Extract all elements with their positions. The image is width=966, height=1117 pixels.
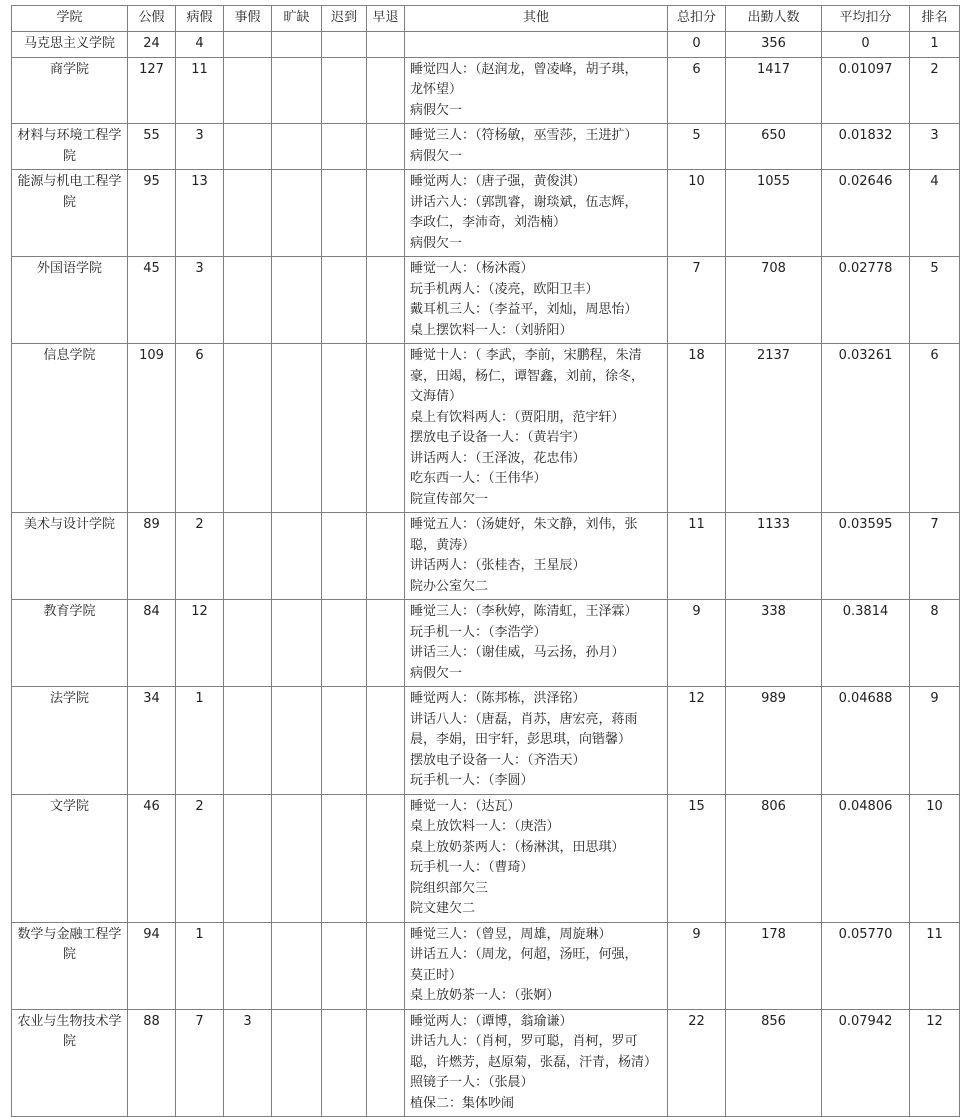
attendance-cell: 856 <box>726 1009 822 1117</box>
shijia-cell <box>224 257 272 344</box>
attendance-cell: 356 <box>726 31 822 57</box>
college-cell: 材料与环境工程学院 <box>12 124 128 170</box>
rank-cell: 9 <box>910 687 960 795</box>
col-shijia-header: 事假 <box>224 6 272 32</box>
other-line: 病假欠一 <box>410 148 463 164</box>
chidao-cell <box>322 257 367 344</box>
other-cell <box>405 170 668 257</box>
rank-cell: 10 <box>910 794 960 922</box>
bingjia-cell: 1 <box>176 687 224 795</box>
col-zaotui-header: 早退 <box>367 6 405 32</box>
other-cell <box>405 513 668 600</box>
total-cell: 7 <box>668 257 726 344</box>
bingjia-cell: 2 <box>176 513 224 600</box>
table-row <box>12 57 960 124</box>
table-row <box>12 124 960 170</box>
zaotui-cell <box>367 794 405 922</box>
college-cell: 信息学院 <box>12 344 128 513</box>
kuangque-cell <box>272 344 322 513</box>
other-line: 豪，田竭，杨仁，谭智鑫，刘前，徐冬， <box>410 368 645 384</box>
col-other-header: 其他 <box>405 6 668 32</box>
rank-cell: 2 <box>910 57 960 124</box>
other-line: 讲话九人：（肖柯，罗可聪，肖柯，罗可 <box>410 1034 638 1049</box>
other-line: 戴耳机三人：（李益平，刘灿，周思怡） <box>410 302 638 317</box>
other-line: 睡觉三人：（曾昱，周雄，周旋琳） <box>410 926 612 942</box>
col-gongjia-header: 公假 <box>128 6 176 32</box>
college-cell: 外国语学院 <box>12 257 128 344</box>
other-line: 睡觉三人：（符杨敏，巫雪莎，王进扩） <box>410 128 638 143</box>
other-line: 讲话三人：（谢佳威，马云扬，孙月） <box>410 645 625 660</box>
other-line: 文海倩） <box>410 389 463 404</box>
total-cell: 9 <box>668 600 726 687</box>
kuangque-cell <box>272 31 322 57</box>
other-line: 睡觉一人：（达瓦） <box>410 798 521 814</box>
bingjia-cell: 6 <box>176 344 224 513</box>
chidao-cell <box>322 922 367 1009</box>
chidao-cell <box>322 124 367 170</box>
other-line: 睡觉两人：（谭博，翁瑜谦） <box>410 1013 573 1029</box>
other-cell <box>405 31 668 57</box>
other-line: 睡觉一人：（杨沐霞） <box>410 261 534 276</box>
bingjia-cell: 1 <box>176 922 224 1009</box>
col-kuangque-header: 旷缺 <box>272 6 322 32</box>
chidao-cell <box>322 170 367 257</box>
other-line: 讲话两人：（张桂杏，王星辰） <box>410 558 586 573</box>
other-line: 桌上摆饮料一人：（刘骄阳） <box>410 322 573 338</box>
zaotui-cell <box>367 57 405 124</box>
other-line: 讲话两人：（王泽波，花忠伟） <box>410 450 586 466</box>
col-attendance-header: 出勤人数 <box>726 6 822 32</box>
other-cell <box>405 922 668 1009</box>
other-cell <box>405 687 668 795</box>
other-line: 照镜子一人：（张晨） <box>410 1075 534 1090</box>
other-line: 睡觉两人：（陈邦栋，洪泽铭） <box>410 691 586 706</box>
attendance-cell: 708 <box>726 257 822 344</box>
other-line: 植保二：集体吵闹 <box>410 1095 515 1111</box>
other-cell <box>405 57 668 124</box>
other-line: 睡觉三人：（李秋婷，陈清虹，王泽霖） <box>410 604 638 619</box>
chidao-cell <box>322 513 367 600</box>
header-row <box>12 6 960 32</box>
other-line: 病假欠一 <box>410 665 463 681</box>
shijia-cell <box>224 31 272 57</box>
gongjia-cell: 34 <box>128 687 176 795</box>
other-line: 院办公室欠二 <box>410 578 489 594</box>
bingjia-cell: 3 <box>176 124 224 170</box>
other-line: 院文建欠二 <box>410 901 476 916</box>
avg-cell: 0.03261 <box>822 344 910 513</box>
shijia-cell <box>224 600 272 687</box>
shijia-cell <box>224 57 272 124</box>
attendance-cell: 650 <box>726 124 822 170</box>
total-cell: 22 <box>668 1009 726 1117</box>
kuangque-cell <box>272 170 322 257</box>
rank-cell: 7 <box>910 513 960 600</box>
shijia-cell: 3 <box>224 1009 272 1117</box>
total-cell: 5 <box>668 124 726 170</box>
total-cell: 0 <box>668 31 726 57</box>
attendance-cell: 1133 <box>726 513 822 600</box>
other-line: 龙怀望） <box>410 82 463 97</box>
bingjia-cell: 11 <box>176 57 224 124</box>
bingjia-cell: 2 <box>176 794 224 922</box>
college-cell: 美术与设计学院 <box>12 513 128 600</box>
avg-cell: 0.05770 <box>822 922 910 1009</box>
college-cell: 农业与生物技术学院 <box>12 1009 128 1117</box>
other-cell <box>405 257 668 344</box>
kuangque-cell <box>272 257 322 344</box>
other-line: 睡觉十人：（ 李武，李前，宋鹏程，朱清 <box>410 348 642 363</box>
gongjia-cell: 109 <box>128 344 176 513</box>
gongjia-cell: 88 <box>128 1009 176 1117</box>
bingjia-cell: 4 <box>176 31 224 57</box>
zaotui-cell <box>367 170 405 257</box>
col-total-header: 总扣分 <box>668 6 726 32</box>
gongjia-cell: 45 <box>128 257 176 344</box>
other-line: 聪，许燃芳，赵原菊，张磊，汗青，杨清） <box>410 1054 658 1070</box>
college-cell: 马克思主义学院 <box>12 31 128 57</box>
table-row <box>12 794 960 922</box>
total-cell: 6 <box>668 57 726 124</box>
attendance-cell: 1055 <box>726 170 822 257</box>
avg-cell: 0.04688 <box>822 687 910 795</box>
other-line: 院组织部欠三 <box>410 880 489 896</box>
other-line: 讲话八人：（唐磊，肖苏，唐宏亮，蒋雨 <box>410 711 638 727</box>
other-cell <box>405 600 668 687</box>
gongjia-cell: 95 <box>128 170 176 257</box>
zaotui-cell <box>367 600 405 687</box>
attendance-cell: 338 <box>726 600 822 687</box>
other-line: 摆放电子设备一人：（齐浩天） <box>410 752 586 768</box>
total-cell: 9 <box>668 922 726 1009</box>
total-cell: 18 <box>668 344 726 513</box>
total-cell: 11 <box>668 513 726 600</box>
table-row <box>12 513 960 600</box>
other-cell <box>405 344 668 513</box>
college-cell: 能源与机电工程学院 <box>12 170 128 257</box>
avg-cell: 0 <box>822 31 910 57</box>
rank-cell: 11 <box>910 922 960 1009</box>
other-line: 玩手机一人：（曹琦） <box>410 860 534 875</box>
other-line: 吃东西一人：（王伟华） <box>410 471 547 486</box>
table-row <box>12 600 960 687</box>
zaotui-cell <box>367 257 405 344</box>
bingjia-cell: 12 <box>176 600 224 687</box>
kuangque-cell <box>272 124 322 170</box>
other-line: 睡觉两人：（唐子强，黄俊淇） <box>410 174 586 189</box>
rank-cell: 12 <box>910 1009 960 1117</box>
avg-cell: 0.01832 <box>822 124 910 170</box>
avg-cell: 0.04806 <box>822 794 910 922</box>
kuangque-cell <box>272 1009 322 1117</box>
attendance-cell: 1417 <box>726 57 822 124</box>
gongjia-cell: 89 <box>128 513 176 600</box>
bingjia-cell: 13 <box>176 170 224 257</box>
table-row <box>12 344 960 513</box>
other-line: 桌上有饮料两人：（贾阳朋，范宇轩） <box>410 409 625 425</box>
total-cell: 10 <box>668 170 726 257</box>
other-line: 玩手机两人：（凌亮，欧阳卫丰） <box>410 281 599 297</box>
other-cell <box>405 794 668 922</box>
other-line: 睡觉四人：（赵润龙，曾凌峰，胡子琪， <box>410 61 638 77</box>
table-row <box>12 31 960 57</box>
gongjia-cell: 55 <box>128 124 176 170</box>
gongjia-cell: 46 <box>128 794 176 922</box>
attendance-cell: 2137 <box>726 344 822 513</box>
chidao-cell <box>322 600 367 687</box>
table-row <box>12 257 960 344</box>
avg-cell: 0.02646 <box>822 170 910 257</box>
college-cell: 法学院 <box>12 687 128 795</box>
other-line: 睡觉五人：（汤婕妤，朱文静，刘伟，张 <box>410 517 638 532</box>
col-avg-header: 平均扣分 <box>822 6 910 32</box>
table-row <box>12 1009 960 1117</box>
attendance-table <box>11 5 960 1117</box>
rank-cell: 8 <box>910 600 960 687</box>
other-line: 病假欠一 <box>410 102 463 118</box>
rank-cell: 1 <box>910 31 960 57</box>
shijia-cell <box>224 513 272 600</box>
other-line: 聪，黄涛） <box>410 537 476 553</box>
rank-cell: 5 <box>910 257 960 344</box>
zaotui-cell <box>367 31 405 57</box>
other-line: 桌上放奶茶一人：（张婀） <box>410 988 560 1003</box>
table-row <box>12 687 960 795</box>
other-line: 玩手机一人：（李圆） <box>410 773 534 788</box>
col-rank-header: 排名 <box>910 6 960 32</box>
col-chidao-header: 迟到 <box>322 6 367 32</box>
shijia-cell <box>224 124 272 170</box>
shijia-cell <box>224 922 272 1009</box>
avg-cell: 0.07942 <box>822 1009 910 1117</box>
chidao-cell <box>322 344 367 513</box>
bingjia-cell: 3 <box>176 257 224 344</box>
kuangque-cell <box>272 794 322 922</box>
kuangque-cell <box>272 922 322 1009</box>
rank-cell: 4 <box>910 170 960 257</box>
table-row <box>12 922 960 1009</box>
chidao-cell <box>322 794 367 922</box>
bingjia-cell: 7 <box>176 1009 224 1117</box>
total-cell: 12 <box>668 687 726 795</box>
shijia-cell <box>224 170 272 257</box>
zaotui-cell <box>367 124 405 170</box>
kuangque-cell <box>272 57 322 124</box>
college-cell: 数学与金融工程学院 <box>12 922 128 1009</box>
table-row <box>12 170 960 257</box>
gongjia-cell: 24 <box>128 31 176 57</box>
avg-cell: 0.01097 <box>822 57 910 124</box>
total-cell: 15 <box>668 794 726 922</box>
attendance-cell: 989 <box>726 687 822 795</box>
other-line: 院宣传部欠一 <box>410 491 489 507</box>
other-cell <box>405 124 668 170</box>
rank-cell: 6 <box>910 344 960 513</box>
zaotui-cell <box>367 513 405 600</box>
kuangque-cell <box>272 600 322 687</box>
chidao-cell <box>322 57 367 124</box>
gongjia-cell: 94 <box>128 922 176 1009</box>
avg-cell: 0.03595 <box>822 513 910 600</box>
other-line: 晨，李娟，田宇轩，彭思琪，向锴馨） <box>410 732 632 747</box>
college-cell: 商学院 <box>12 57 128 124</box>
chidao-cell <box>322 1009 367 1117</box>
shijia-cell <box>224 687 272 795</box>
col-bingjia-header: 病假 <box>176 6 224 32</box>
rank-cell: 3 <box>910 124 960 170</box>
college-cell: 文学院 <box>12 794 128 922</box>
chidao-cell <box>322 31 367 57</box>
other-cell <box>405 1009 668 1117</box>
zaotui-cell <box>367 344 405 513</box>
kuangque-cell <box>272 687 322 795</box>
col-college-header: 学院 <box>12 6 128 32</box>
zaotui-cell <box>367 687 405 795</box>
other-line: 莫正时） <box>410 967 463 983</box>
gongjia-cell: 127 <box>128 57 176 124</box>
avg-cell: 0.3814 <box>822 600 910 687</box>
attendance-cell: 178 <box>726 922 822 1009</box>
zaotui-cell <box>367 922 405 1009</box>
zaotui-cell <box>367 1009 405 1117</box>
other-line: 桌上放奶茶两人：（杨淋淇，田思琪） <box>410 839 625 855</box>
chidao-cell <box>322 687 367 795</box>
other-line: 玩手机一人：（李浩学） <box>410 624 547 640</box>
shijia-cell <box>224 344 272 513</box>
other-line: 讲话六人：（郭凯睿，谢琰斌，伍志辉， <box>410 194 638 210</box>
other-line: 摆放电子设备一人：（黄岩宇） <box>410 430 586 445</box>
other-line: 李政仁，李沛奇，刘浩楠） <box>410 215 567 230</box>
gongjia-cell: 84 <box>128 600 176 687</box>
shijia-cell <box>224 794 272 922</box>
avg-cell: 0.02778 <box>822 257 910 344</box>
kuangque-cell <box>272 513 322 600</box>
other-line: 病假欠一 <box>410 235 463 251</box>
other-line: 讲话五人：（周龙，何超，汤旺，何强， <box>410 947 638 962</box>
attendance-cell: 806 <box>726 794 822 922</box>
other-line: 桌上放饮料一人：（庚浩） <box>410 819 560 834</box>
college-cell: 教育学院 <box>12 600 128 687</box>
